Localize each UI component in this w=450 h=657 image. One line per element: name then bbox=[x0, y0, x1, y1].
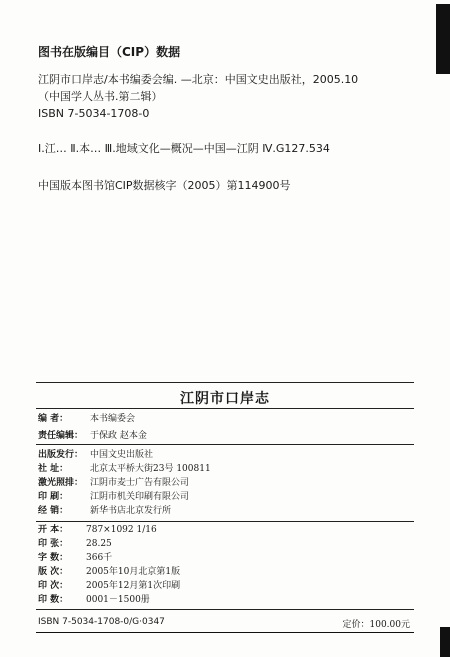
spec-row bbox=[38, 565, 418, 579]
specs-block bbox=[38, 523, 418, 607]
spec-label: 开 本： bbox=[38, 525, 69, 535]
spec-label: 印 次： bbox=[38, 581, 69, 591]
title-top-rule bbox=[36, 382, 414, 383]
spec-label: 版 次： bbox=[38, 567, 69, 577]
credit-value: 本书编委会 bbox=[90, 414, 136, 424]
credits-rule bbox=[36, 444, 414, 445]
cip-classification-line: Ⅰ.江… Ⅱ.本… Ⅲ.地域文化—概况—中国—江阴 Ⅳ.G127.534 bbox=[38, 142, 330, 155]
credit-value: 于保政 赵本金 bbox=[90, 431, 147, 441]
specs-rule bbox=[36, 609, 414, 610]
credit-label: 编 者： bbox=[38, 414, 69, 424]
publishing-value: 江阴市麦士广告有限公司 bbox=[90, 478, 190, 488]
cip-series-line: （中国学人丛书.第二辑） bbox=[38, 90, 163, 103]
book-title: 江阴市口岸志 bbox=[180, 391, 270, 407]
cip-bibliographic-line: 江阴市口岸志/本书编委会编. —北京：中国文史出版社，2005.10 bbox=[38, 73, 359, 86]
publishing-label: 印 刷： bbox=[38, 492, 69, 502]
footer-isbn-price bbox=[38, 617, 410, 630]
cip-number-line: 中国版本图书馆CIP数据核字（2005）第114900号 bbox=[38, 179, 291, 192]
publishing-label: 出版发行： bbox=[38, 450, 84, 460]
cip-block bbox=[38, 44, 433, 194]
credit-row-responsible-editor bbox=[38, 429, 418, 443]
publishing-value: 北京太平桥大街23号 100811 bbox=[90, 464, 211, 474]
spec-value: 2005年10月北京第1版 bbox=[86, 567, 181, 577]
publishing-row bbox=[38, 504, 418, 518]
publishing-row bbox=[38, 448, 418, 462]
credit-row-editor bbox=[38, 412, 418, 426]
publishing-label: 激光照排： bbox=[38, 478, 84, 488]
spec-value: 366千 bbox=[86, 553, 113, 563]
footer-price: 定价：100.00元 bbox=[342, 620, 410, 630]
bottom-rule bbox=[36, 632, 414, 633]
spec-label: 字 数： bbox=[38, 553, 69, 563]
publishing-label: 经 销： bbox=[38, 506, 69, 516]
scan-edge-mark-top bbox=[436, 4, 450, 74]
publishing-value: 中国文史出版社 bbox=[90, 450, 154, 460]
spec-value: 787×1092 1/16 bbox=[86, 525, 157, 535]
publishing-row bbox=[38, 476, 418, 490]
publishing-value: 新华书店北京发行所 bbox=[90, 506, 172, 516]
spec-row bbox=[38, 523, 418, 537]
spec-value: 28.25 bbox=[86, 539, 112, 549]
publishing-value: 江阴市机关印刷有限公司 bbox=[90, 492, 190, 502]
spec-row bbox=[38, 537, 418, 551]
publishing-row bbox=[38, 462, 418, 476]
title-bottom-rule bbox=[36, 408, 414, 409]
cip-isbn-line: ISBN 7-5034-1708-0 bbox=[38, 107, 150, 120]
spec-value: 0001－1500册 bbox=[86, 595, 150, 605]
publishing-label: 社 址： bbox=[38, 464, 69, 474]
spec-label: 印 数： bbox=[38, 595, 69, 605]
scan-edge-mark-bottom bbox=[440, 627, 450, 657]
cip-heading: 图书在版编目（CIP）数据 bbox=[38, 45, 181, 59]
credits-block bbox=[38, 412, 418, 443]
spec-row bbox=[38, 593, 418, 607]
spec-value: 2005年12月第1次印刷 bbox=[86, 581, 181, 591]
spec-label: 印 张： bbox=[38, 539, 69, 549]
spec-row bbox=[38, 579, 418, 593]
footer-isbn: ISBN 7-5034-1708-0/G·0347 bbox=[38, 617, 165, 627]
publishing-row bbox=[38, 490, 418, 504]
credit-label: 责任编辑： bbox=[38, 431, 84, 441]
spec-row bbox=[38, 551, 418, 565]
publishing-block bbox=[38, 448, 418, 518]
publishing-rule bbox=[36, 521, 414, 522]
